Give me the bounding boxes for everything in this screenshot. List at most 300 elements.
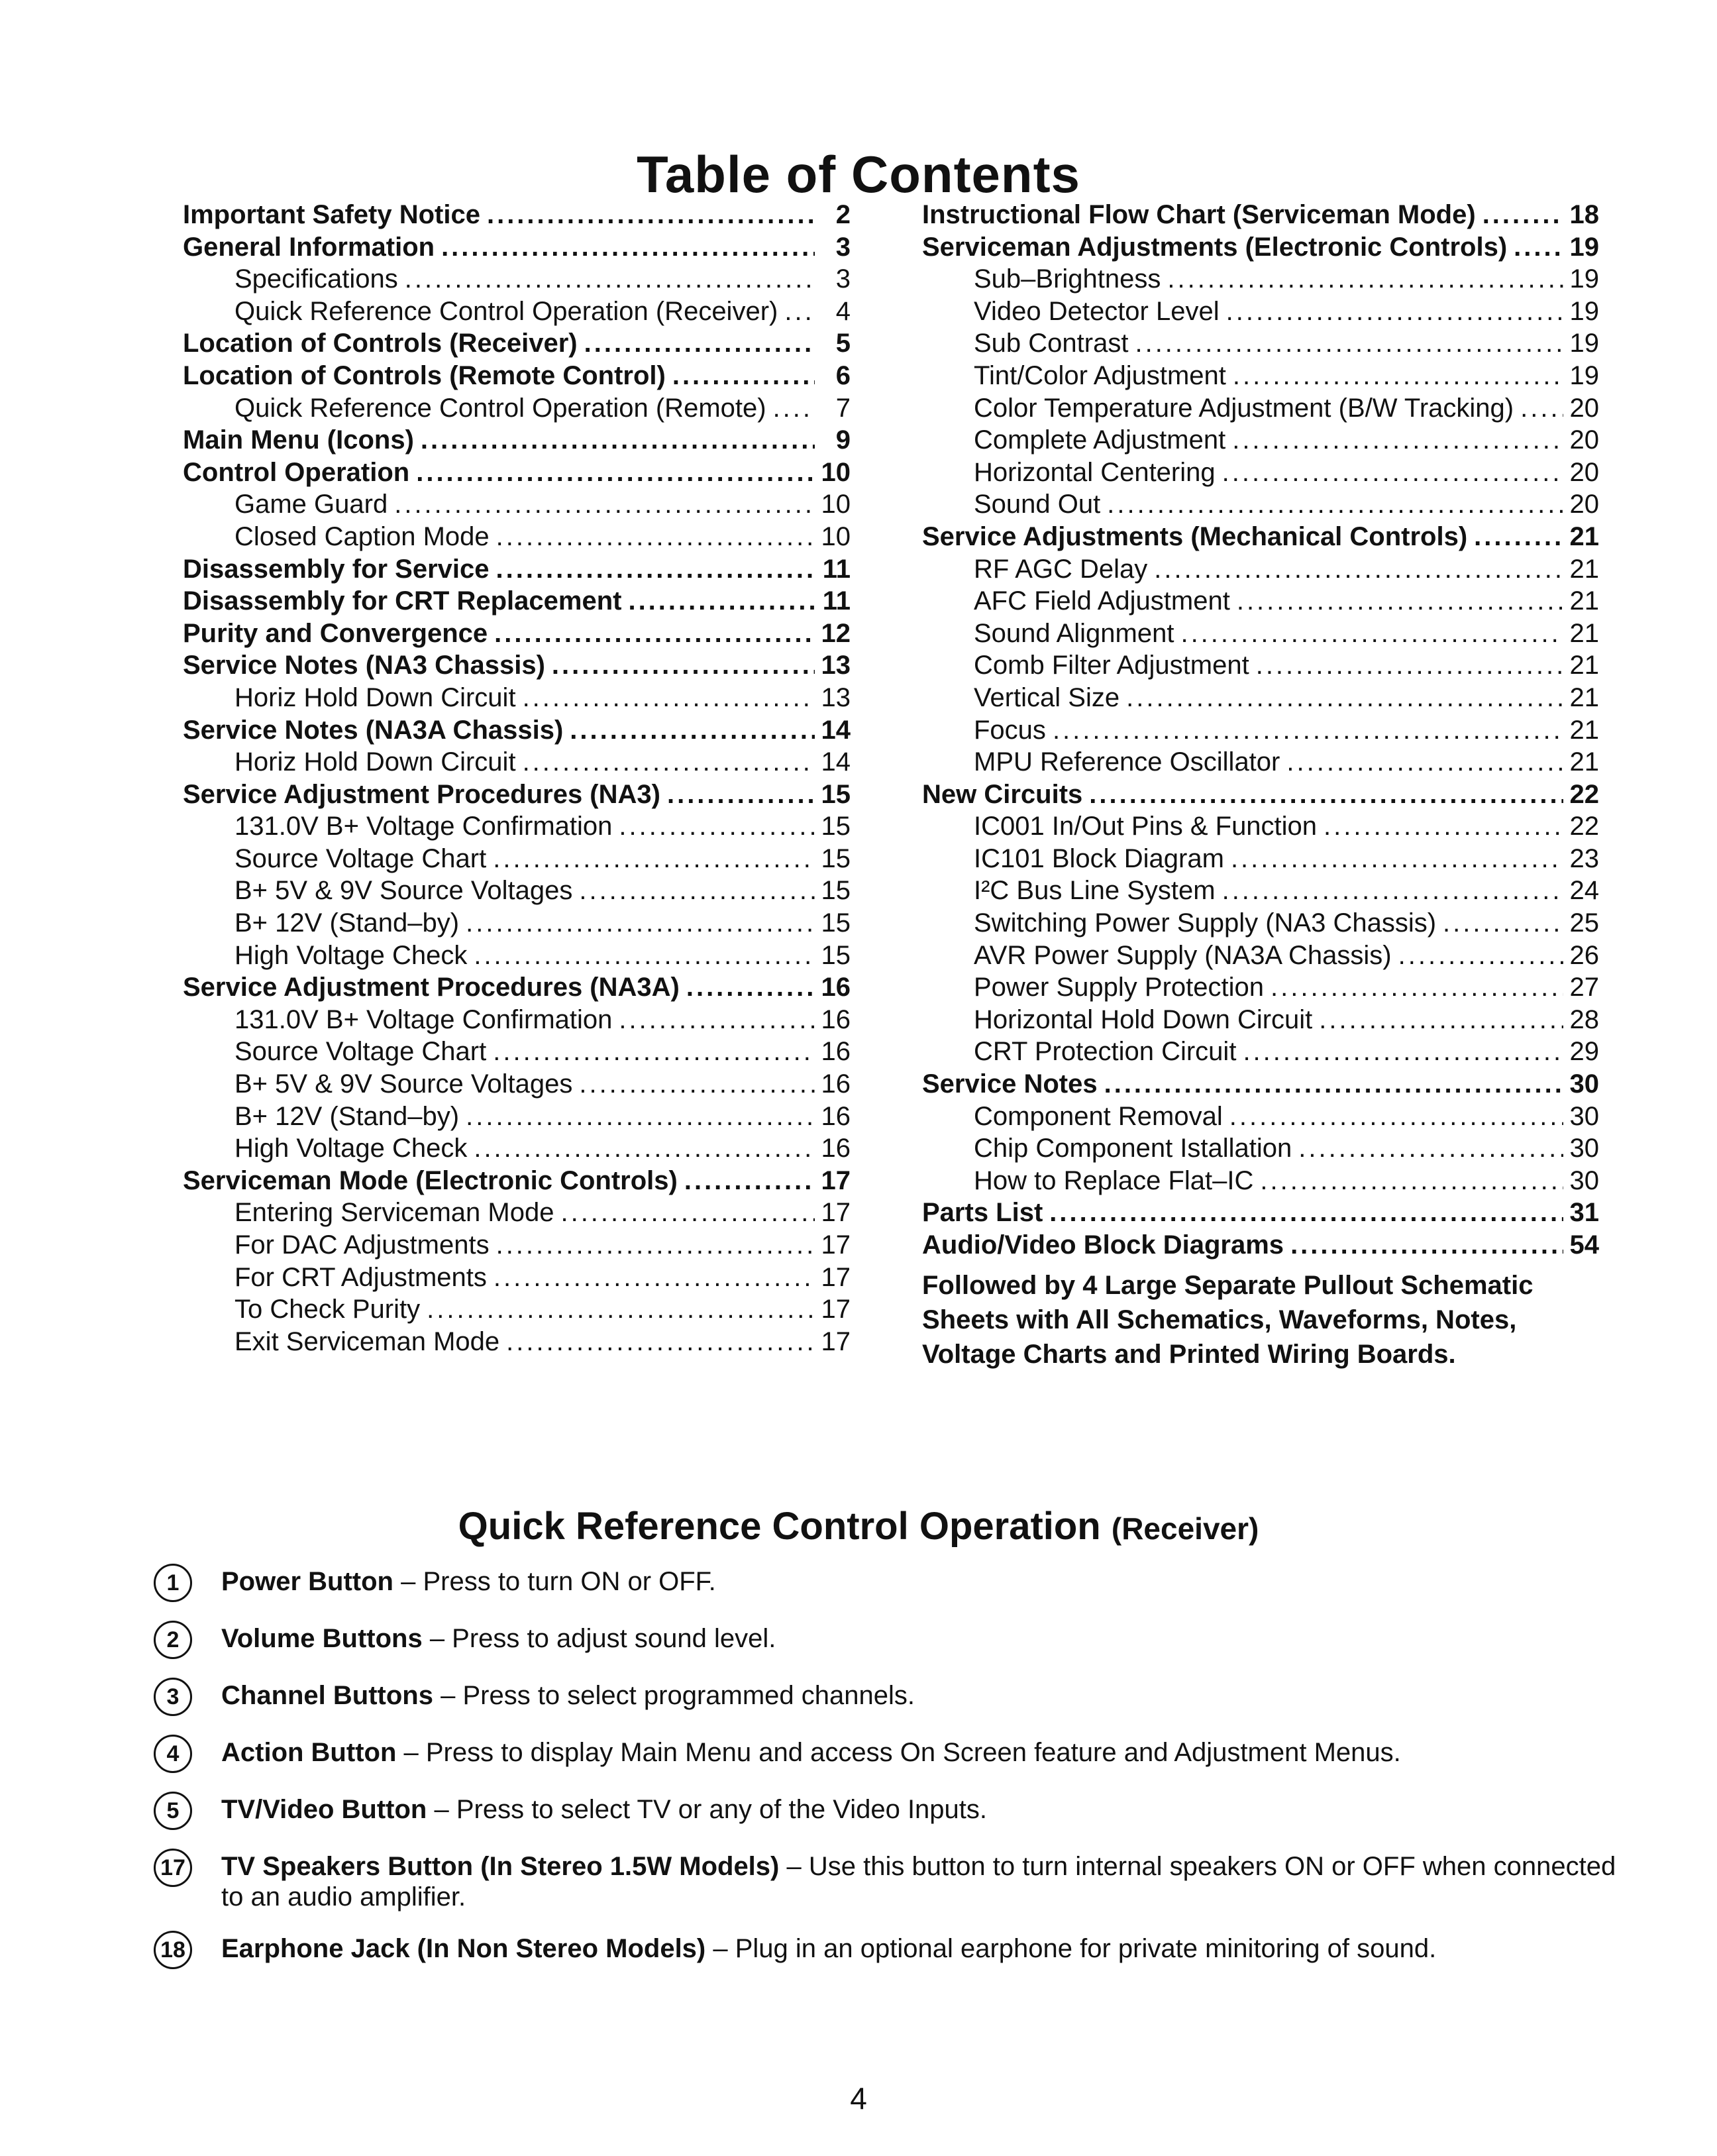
toc-entry-label: Power Supply Protection — [974, 973, 1265, 1002]
toc-leader-dots — [773, 392, 815, 424]
toc-entry-label: Vertical Size — [974, 682, 1120, 712]
quick-reference-item — [154, 1849, 1624, 1912]
toc-entry-page: 17 — [821, 1230, 851, 1260]
toc-entry-page: 17 — [821, 1326, 851, 1356]
toc-entry-page: 3 — [835, 264, 851, 294]
toc-entry-page: 2 — [835, 200, 851, 229]
toc-entry-label: Source Voltage Chart — [234, 843, 487, 873]
toc-entry-page: 21 — [1569, 682, 1599, 712]
toc-entry-label: IC101 Block Diagram — [974, 843, 1224, 873]
toc-entry-page: 14 — [821, 747, 851, 777]
quick-reference-title — [0, 1504, 1717, 1548]
toc-leader-dots — [466, 907, 814, 939]
toc-entry-label: Game Guard — [234, 490, 388, 519]
control-description: – Press to turn ON or OFF. — [393, 1567, 716, 1596]
toc-leader-dots — [1226, 296, 1563, 327]
quick-reference-title-text: Quick Reference Control Operation — [458, 1505, 1101, 1548]
toc-leader-dots — [1049, 1197, 1563, 1228]
toc-entry-label: Location of Controls (Remote Control) — [183, 360, 666, 390]
toc-entry-label: High Voltage Check — [234, 940, 468, 970]
toc-entry — [922, 746, 1599, 779]
control-description: – Use this button to turn internal speakers ON or OFF when connected to an audio amplifier. — [221, 1852, 1616, 1912]
toc-entry — [922, 618, 1599, 650]
toc-entry — [183, 1293, 851, 1326]
toc-entry-label: Main Menu (Icons) — [183, 425, 414, 455]
toc-leader-dots — [487, 199, 815, 231]
toc-entry — [922, 971, 1599, 1004]
toc-entry-page: 10 — [821, 521, 851, 551]
toc-entry — [922, 553, 1599, 586]
toc-right-column — [922, 199, 1599, 1372]
toc-entry — [922, 360, 1599, 392]
toc-entry-page: 13 — [821, 651, 851, 680]
toc-leader-dots — [1324, 810, 1563, 842]
toc-leader-dots — [474, 940, 814, 971]
control-description: – Press to display Main Menu and access On Screen feature and Adjustment Menus. — [396, 1738, 1401, 1767]
control-name: Volume Buttons — [221, 1624, 423, 1653]
toc-entry — [183, 779, 851, 811]
toc-leader-dots — [619, 810, 814, 842]
circled-number-icon: 3 — [154, 1678, 192, 1716]
toc-entry — [183, 360, 851, 392]
toc-leader-dots — [1286, 746, 1563, 778]
toc-entry-label: Comb Filter Adjustment — [974, 651, 1249, 680]
toc-leader-dots — [1243, 1036, 1563, 1067]
toc-leader-dots — [579, 1068, 814, 1100]
toc-leader-dots — [496, 521, 815, 553]
toc-entry-page: 19 — [1569, 232, 1599, 262]
toc-entry — [922, 1068, 1599, 1101]
toc-entry-page: 11 — [822, 554, 851, 584]
quick-reference-item — [154, 1678, 1624, 1716]
toc-leader-dots — [495, 553, 815, 585]
toc-entry-label: Service Notes (NA3A Chassis) — [183, 715, 564, 745]
toc-entry — [922, 1197, 1599, 1229]
toc-entry — [183, 1262, 851, 1294]
toc-leader-dots — [523, 746, 815, 778]
toc-entry-label: Horizontal Hold Down Circuit — [974, 1004, 1313, 1034]
toc-leader-dots — [1229, 1101, 1563, 1132]
toc-entry-label: Horiz Hold Down Circuit — [234, 682, 516, 712]
toc-entry-page: 28 — [1569, 1004, 1599, 1034]
toc-entry — [183, 971, 851, 1004]
toc-leader-dots — [1260, 1165, 1563, 1197]
toc-leader-dots — [466, 1101, 814, 1132]
toc-entry-label: Quick Reference Control Operation (Remote) — [234, 393, 766, 423]
toc-entry — [183, 231, 851, 264]
quick-reference-item — [154, 1735, 1624, 1773]
toc-leader-dots — [1474, 521, 1563, 553]
toc-entry-label: General Information — [183, 232, 435, 262]
toc-entry-page: 15 — [821, 940, 851, 970]
toc-entry — [922, 649, 1599, 682]
toc-entry-page: 7 — [835, 393, 851, 423]
toc-entry-page: 22 — [1569, 779, 1599, 809]
quick-reference-text — [221, 1849, 1624, 1912]
toc-leader-dots — [441, 231, 815, 263]
toc-entry — [183, 940, 851, 972]
toc-entry-page: 25 — [1569, 908, 1599, 938]
control-name: TV Speakers Button (In Stereo 1.5W Models) — [221, 1852, 780, 1881]
toc-entry-label: IC001 In/Out Pins & Function — [974, 812, 1318, 841]
toc-entry-page: 16 — [821, 1037, 851, 1067]
toc-entry-label: Video Detector Level — [974, 296, 1220, 326]
control-name: Channel Buttons — [221, 1681, 433, 1710]
toc-leader-dots — [1233, 360, 1563, 392]
toc-entry-label: Closed Caption Mode — [234, 521, 490, 551]
toc-entry-label: B+ 12V (Stand–by) — [234, 1101, 460, 1131]
toc-leader-dots — [1167, 263, 1563, 295]
toc-entry — [922, 1229, 1599, 1262]
toc-leader-dots — [1222, 457, 1563, 488]
toc-entry — [183, 1101, 851, 1133]
toc-entry-label: For DAC Adjustments — [234, 1230, 490, 1260]
toc-entry-page: 20 — [1569, 425, 1599, 455]
quick-reference-item — [154, 1931, 1624, 1969]
toc-leader-dots — [1483, 199, 1563, 231]
toc-entry-page: 20 — [1569, 393, 1599, 423]
toc-entry — [183, 1132, 851, 1165]
toc-entry-label: Color Temperature Adjustment (B/W Tracking) — [974, 393, 1514, 423]
toc-entry-label: Sound Alignment — [974, 618, 1174, 648]
toc-entry — [922, 1165, 1599, 1197]
toc-entry-page: 19 — [1569, 360, 1599, 390]
followed-note: Followed by 4 Large Separate Pullout Schematic Sheets with All Schematics, Waveforms, Notes, Voltage Charts and Printed Wiring Boards. — [922, 1270, 1534, 1369]
toc-left-column — [183, 199, 851, 1358]
toc-entry — [922, 327, 1599, 360]
toc-entry — [922, 392, 1599, 425]
quick-reference-text — [221, 1678, 915, 1711]
toc-leader-dots — [1398, 940, 1563, 971]
toc-leader-dots — [1154, 553, 1563, 585]
toc-leader-dots — [1231, 843, 1563, 875]
toc-entry-label: Focus — [974, 715, 1046, 745]
toc-entry — [183, 521, 851, 553]
toc-entry-label: CRT Protection Circuit — [974, 1037, 1237, 1067]
toc-leader-dots — [1107, 488, 1563, 520]
toc-entry-page: 16 — [821, 1069, 851, 1099]
toc-entry-page: 15 — [821, 812, 851, 841]
circled-number-icon: 18 — [154, 1931, 192, 1969]
toc-leader-dots — [1520, 392, 1563, 424]
toc-entry-label: Purity and Convergence — [183, 618, 488, 648]
toc-entry-label: MPU Reference Oscillator — [974, 747, 1280, 777]
toc-leader-dots — [1222, 875, 1563, 906]
toc-entry-label: Service Adjustment Procedures (NA3A) — [183, 973, 680, 1002]
toc-entry-label: Specifications — [234, 264, 398, 294]
toc-leader-dots — [474, 1132, 814, 1164]
toc-entry — [183, 1068, 851, 1101]
toc-entry-label: Disassembly for CRT Replacement — [183, 586, 622, 616]
control-name: TV/Video Button — [221, 1795, 427, 1824]
toc-entry-page: 4 — [835, 296, 851, 326]
toc-entry — [922, 940, 1599, 972]
quick-reference-text — [221, 1564, 716, 1597]
toc-entry-label: Exit Serviceman Mode — [234, 1326, 500, 1356]
control-description: – Press to adjust sound level. — [422, 1624, 776, 1653]
toc-entry-page: 19 — [1569, 264, 1599, 294]
toc-leader-dots — [1298, 1132, 1563, 1164]
toc-entry-label: 131.0V B+ Voltage Confirmation — [234, 812, 613, 841]
toc-entry-page: 16 — [821, 1134, 851, 1163]
toc-leader-dots — [552, 649, 815, 681]
circled-number-icon: 1 — [154, 1564, 192, 1602]
toc-entry — [922, 231, 1599, 264]
toc-entry-page: 21 — [1569, 651, 1599, 680]
toc-entry-label: Location of Controls (Receiver) — [183, 329, 578, 358]
quick-reference-list — [154, 1564, 1624, 1988]
toc-leader-dots — [1180, 618, 1563, 649]
toc-entry-label: Important Safety Notice — [183, 200, 480, 229]
toc-entry — [183, 392, 851, 425]
toc-entry — [922, 810, 1599, 843]
toc-entry-label: 131.0V B+ Voltage Confirmation — [234, 1004, 613, 1034]
circled-number-icon: 5 — [154, 1792, 192, 1830]
toc-entry — [922, 296, 1599, 328]
quick-reference-item — [154, 1792, 1624, 1830]
toc-right-rows — [922, 199, 1599, 1262]
toc-entry — [922, 714, 1599, 747]
toc-entry — [183, 649, 851, 682]
quick-reference-item — [154, 1621, 1624, 1659]
toc-entry-page: 15 — [821, 779, 851, 809]
toc-entry-label: Switching Power Supply (NA3 Chassis) — [974, 908, 1437, 938]
toc-entry — [183, 199, 851, 231]
toc-entry — [183, 875, 851, 907]
circled-number-icon: 17 — [154, 1849, 192, 1887]
toc-entry — [922, 263, 1599, 296]
toc-entry — [183, 488, 851, 521]
toc-entry — [922, 199, 1599, 231]
toc-entry-page: 14 — [821, 715, 851, 745]
toc-entry — [922, 1036, 1599, 1068]
toc-entry — [183, 810, 851, 843]
toc-entry-page: 15 — [821, 876, 851, 906]
toc-entry-page: 17 — [821, 1198, 851, 1228]
toc-entry — [183, 553, 851, 586]
toc-leader-dots — [784, 296, 815, 327]
toc-entry-label: Parts List — [922, 1198, 1043, 1228]
toc-leader-dots — [1232, 424, 1563, 456]
toc-entry-label: I²C Bus Line System — [974, 876, 1216, 906]
toc-entry-page: 15 — [821, 843, 851, 873]
toc-entry-label: Chip Component Istallation — [974, 1134, 1292, 1163]
toc-leader-dots — [1443, 907, 1563, 939]
control-description: – Press to select programmed channels. — [433, 1681, 915, 1710]
toc-leader-dots — [394, 488, 814, 520]
toc-leader-dots — [506, 1326, 814, 1358]
toc-entry-page: 13 — [821, 682, 851, 712]
toc-entry — [183, 424, 851, 457]
toc-entry-label: Disassembly for Service — [183, 554, 490, 584]
toc-entry-page: 22 — [1569, 812, 1599, 841]
toc-leader-dots — [1135, 327, 1563, 359]
toc-entry — [183, 1036, 851, 1068]
toc-leader-dots — [1089, 779, 1563, 810]
toc-entry-page: 29 — [1569, 1037, 1599, 1067]
toc-entry-page: 5 — [835, 329, 851, 358]
toc-leader-dots — [684, 1165, 815, 1197]
quick-reference-text — [221, 1931, 1436, 1964]
toc-leader-dots — [584, 327, 815, 359]
toc-leader-dots — [1053, 714, 1563, 746]
toc-entry-label: New Circuits — [922, 779, 1083, 809]
toc-leader-dots — [579, 875, 814, 906]
toc-entry-label: Horizontal Centering — [974, 457, 1216, 487]
toc-entry — [922, 779, 1599, 811]
toc-entry-page: 20 — [1569, 457, 1599, 487]
toc-entry-page: 23 — [1569, 843, 1599, 873]
toc-leader-dots — [619, 1004, 814, 1036]
toc-leader-dots — [628, 585, 815, 617]
quick-reference-text — [221, 1735, 1401, 1768]
page-number: 4 — [850, 2081, 867, 2116]
toc-leader-dots — [1290, 1229, 1563, 1261]
toc-entry — [183, 907, 851, 940]
toc-entry — [183, 585, 851, 618]
toc-leader-dots — [1104, 1068, 1563, 1100]
toc-leader-dots — [421, 424, 815, 456]
toc-entry-label: Tint/Color Adjustment — [974, 360, 1226, 390]
toc-entry-page: 17 — [821, 1295, 851, 1324]
toc-leader-dots — [1237, 585, 1563, 617]
toc-entry-page: 24 — [1569, 876, 1599, 906]
quick-reference-item — [154, 1564, 1624, 1602]
toc-entry-page: 21 — [1569, 521, 1599, 551]
toc-leader-dots — [1271, 971, 1563, 1003]
toc-entry — [183, 296, 851, 328]
toc-entry-label: Service Adjustments (Mechanical Controls) — [922, 521, 1468, 551]
toc-entry — [922, 585, 1599, 618]
toc-entry-page: 30 — [1569, 1101, 1599, 1131]
quick-reference-text — [221, 1621, 776, 1654]
toc-entry-page: 16 — [821, 1101, 851, 1131]
toc-entry-page: 11 — [822, 586, 851, 616]
control-name: Action Button — [221, 1738, 397, 1767]
toc-entry-page: 19 — [1569, 296, 1599, 326]
quick-reference-title-suffix: (Receiver) — [1111, 1511, 1259, 1546]
toc-leader-dots — [672, 360, 815, 392]
toc-entry-label: Quick Reference Control Operation (Receiver) — [234, 296, 778, 326]
toc-entry-page: 3 — [835, 232, 851, 262]
toc-entry-page: 21 — [1569, 715, 1599, 745]
toc-entry-label: How to Replace Flat–IC — [974, 1165, 1254, 1195]
toc-entry-label: To Check Purity — [234, 1295, 421, 1324]
toc-leader-dots — [560, 1197, 814, 1228]
toc-entry-page: 30 — [1569, 1134, 1599, 1163]
toc-leader-dots — [427, 1293, 814, 1325]
toc-entry — [183, 327, 851, 360]
toc-leader-dots — [523, 682, 815, 714]
toc-entry-label: High Voltage Check — [234, 1134, 468, 1163]
toc-entry-label: Complete Adjustment — [974, 425, 1226, 455]
toc-leader-dots — [1126, 682, 1563, 714]
toc-entry — [183, 618, 851, 650]
toc-entry-page: 26 — [1569, 940, 1599, 970]
toc-entry — [922, 875, 1599, 907]
circled-number-icon: 2 — [154, 1621, 192, 1659]
toc-entry-page: 12 — [821, 618, 851, 648]
toc-entry — [183, 682, 851, 714]
toc-entry-label: Serviceman Adjustments (Electronic Controls) — [922, 232, 1508, 262]
toc-entry-page: 21 — [1569, 586, 1599, 616]
toc-entry-label: Instructional Flow Chart (Serviceman Mode) — [922, 200, 1476, 229]
toc-entry-label: Audio/Video Block Diagrams — [922, 1230, 1284, 1260]
toc-entry — [922, 907, 1599, 940]
toc-entry — [922, 424, 1599, 457]
toc-entry-page: 9 — [835, 425, 851, 455]
toc-entry-label: B+ 5V & 9V Source Voltages — [234, 876, 573, 906]
toc-entry-page: 31 — [1569, 1198, 1599, 1228]
toc-entry — [183, 457, 851, 489]
toc-entry-page: 15 — [821, 908, 851, 938]
toc-entry-page: 30 — [1569, 1069, 1599, 1099]
toc-entry-label: Horiz Hold Down Circuit — [234, 747, 516, 777]
toc-entry-label: B+ 12V (Stand–by) — [234, 908, 460, 938]
toc-leader-dots — [416, 457, 814, 488]
toc-entry-label: Serviceman Mode (Electronic Controls) — [183, 1165, 678, 1195]
toc-entry-page: 30 — [1569, 1165, 1599, 1195]
toc-entry-page: 21 — [1569, 618, 1599, 648]
toc-entry-page: 16 — [821, 973, 851, 1002]
toc-entry — [922, 1101, 1599, 1133]
toc-entry-label: Source Voltage Chart — [234, 1037, 487, 1067]
toc-entry-label: Service Notes — [922, 1069, 1098, 1099]
toc-leader-dots — [1319, 1004, 1563, 1036]
toc-entry — [922, 843, 1599, 875]
toc-entry-page: 17 — [821, 1262, 851, 1292]
toc-entry-page: 10 — [821, 457, 851, 487]
toc-leader-dots — [493, 1036, 814, 1067]
toc-entry-label: Sub–Brightness — [974, 264, 1161, 294]
page-title: Table of Contents — [637, 145, 1080, 203]
circled-number-icon: 4 — [154, 1735, 192, 1773]
toc-leader-dots — [405, 263, 815, 295]
toc-entry — [922, 1004, 1599, 1036]
toc-entry-page: 20 — [1569, 490, 1599, 519]
toc-leader-dots — [1514, 231, 1563, 263]
toc-entry-page: 10 — [821, 490, 851, 519]
toc-leader-dots — [494, 1262, 815, 1293]
toc-entry-page: 21 — [1569, 747, 1599, 777]
toc-entry — [183, 1165, 851, 1197]
toc-entry — [922, 457, 1599, 489]
control-description: – Plug in an optional earphone for private minitoring of sound. — [705, 1934, 1437, 1963]
toc-entry-label: For CRT Adjustments — [234, 1262, 487, 1292]
toc-entry-label: Service Notes (NA3 Chassis) — [183, 651, 545, 680]
control-description: – Press to select TV or any of the Video Inputs. — [427, 1795, 988, 1824]
toc-leader-dots — [570, 714, 814, 746]
quick-reference-text — [221, 1792, 987, 1825]
toc-entry — [922, 488, 1599, 521]
toc-entry — [183, 1004, 851, 1036]
toc-entry — [183, 1229, 851, 1262]
toc-entry-page: 16 — [821, 1004, 851, 1034]
toc-entry-label: AFC Field Adjustment — [974, 586, 1230, 616]
toc-entry-page: 27 — [1569, 973, 1599, 1002]
toc-entry — [922, 1132, 1599, 1165]
toc-entry-page: 17 — [821, 1165, 851, 1195]
toc-entry — [922, 682, 1599, 714]
toc-leader-dots — [667, 779, 815, 810]
toc-leader-dots — [493, 843, 814, 875]
toc-entry — [183, 1197, 851, 1229]
toc-entry-label: Sub Contrast — [974, 329, 1129, 358]
toc-entry — [183, 263, 851, 296]
toc-leader-dots — [496, 1229, 815, 1261]
toc-entry-label: Entering Serviceman Mode — [234, 1198, 554, 1228]
toc-entry — [183, 746, 851, 779]
